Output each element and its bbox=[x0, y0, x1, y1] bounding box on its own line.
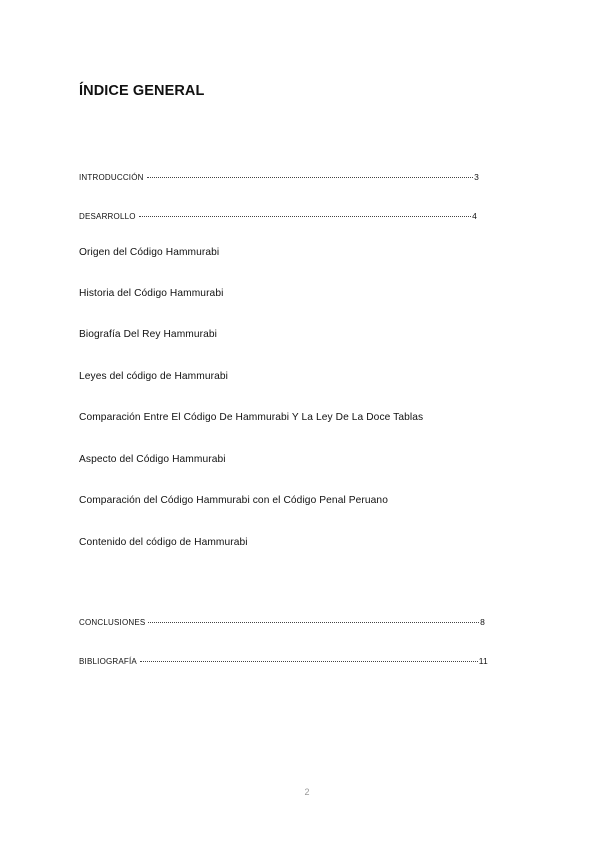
dot-leader bbox=[147, 177, 473, 178]
subsection-comparacion-doce-tablas[interactable]: Comparación Entre El Código De Hammurabi Y La Ley De La Doce Tablas bbox=[79, 412, 424, 423]
dot-leader bbox=[139, 216, 471, 217]
toc-entry-page: 3 bbox=[474, 172, 479, 182]
subsection-contenido[interactable]: Contenido del código de Hammurabi bbox=[79, 537, 248, 548]
subsection-comparacion-codigo-penal[interactable]: Comparación del Código Hammurabi con el Código Penal Peruano bbox=[79, 495, 388, 506]
dot-leader bbox=[148, 622, 479, 623]
subsection-leyes[interactable]: Leyes del código de Hammurabi bbox=[79, 371, 229, 382]
toc-entry-label: DESARROLLO bbox=[79, 212, 136, 221]
dot-leader bbox=[140, 661, 478, 662]
toc-entry-desarrollo[interactable] bbox=[79, 211, 477, 221]
toc-entry-conclusiones[interactable] bbox=[79, 617, 485, 627]
subsection-aspecto[interactable]: Aspecto del Código Hammurabi bbox=[79, 454, 226, 465]
toc-entry-label: CONCLUSIONES bbox=[79, 618, 146, 627]
toc-entry-label: BIBLIOGRAFÍA bbox=[79, 657, 137, 666]
toc-entry-label: INTRODUCCIÓN bbox=[79, 173, 144, 182]
page-number: 2 bbox=[304, 787, 310, 797]
toc-entry-page: 4 bbox=[472, 211, 477, 221]
toc-entry-introduccion[interactable] bbox=[79, 172, 479, 182]
toc-entry-page: 11 bbox=[478, 656, 488, 666]
toc-entry-page: 8 bbox=[480, 617, 485, 627]
subsection-origen[interactable]: Origen del Código Hammurabi bbox=[79, 247, 220, 258]
toc-entry-bibliografia[interactable] bbox=[79, 656, 488, 666]
subsection-biografia[interactable]: Biografía Del Rey Hammurabi bbox=[79, 329, 218, 340]
index-title: ÍNDICE GENERAL bbox=[79, 83, 205, 99]
subsection-historia[interactable]: Historia del Código Hammurabi bbox=[79, 288, 224, 299]
